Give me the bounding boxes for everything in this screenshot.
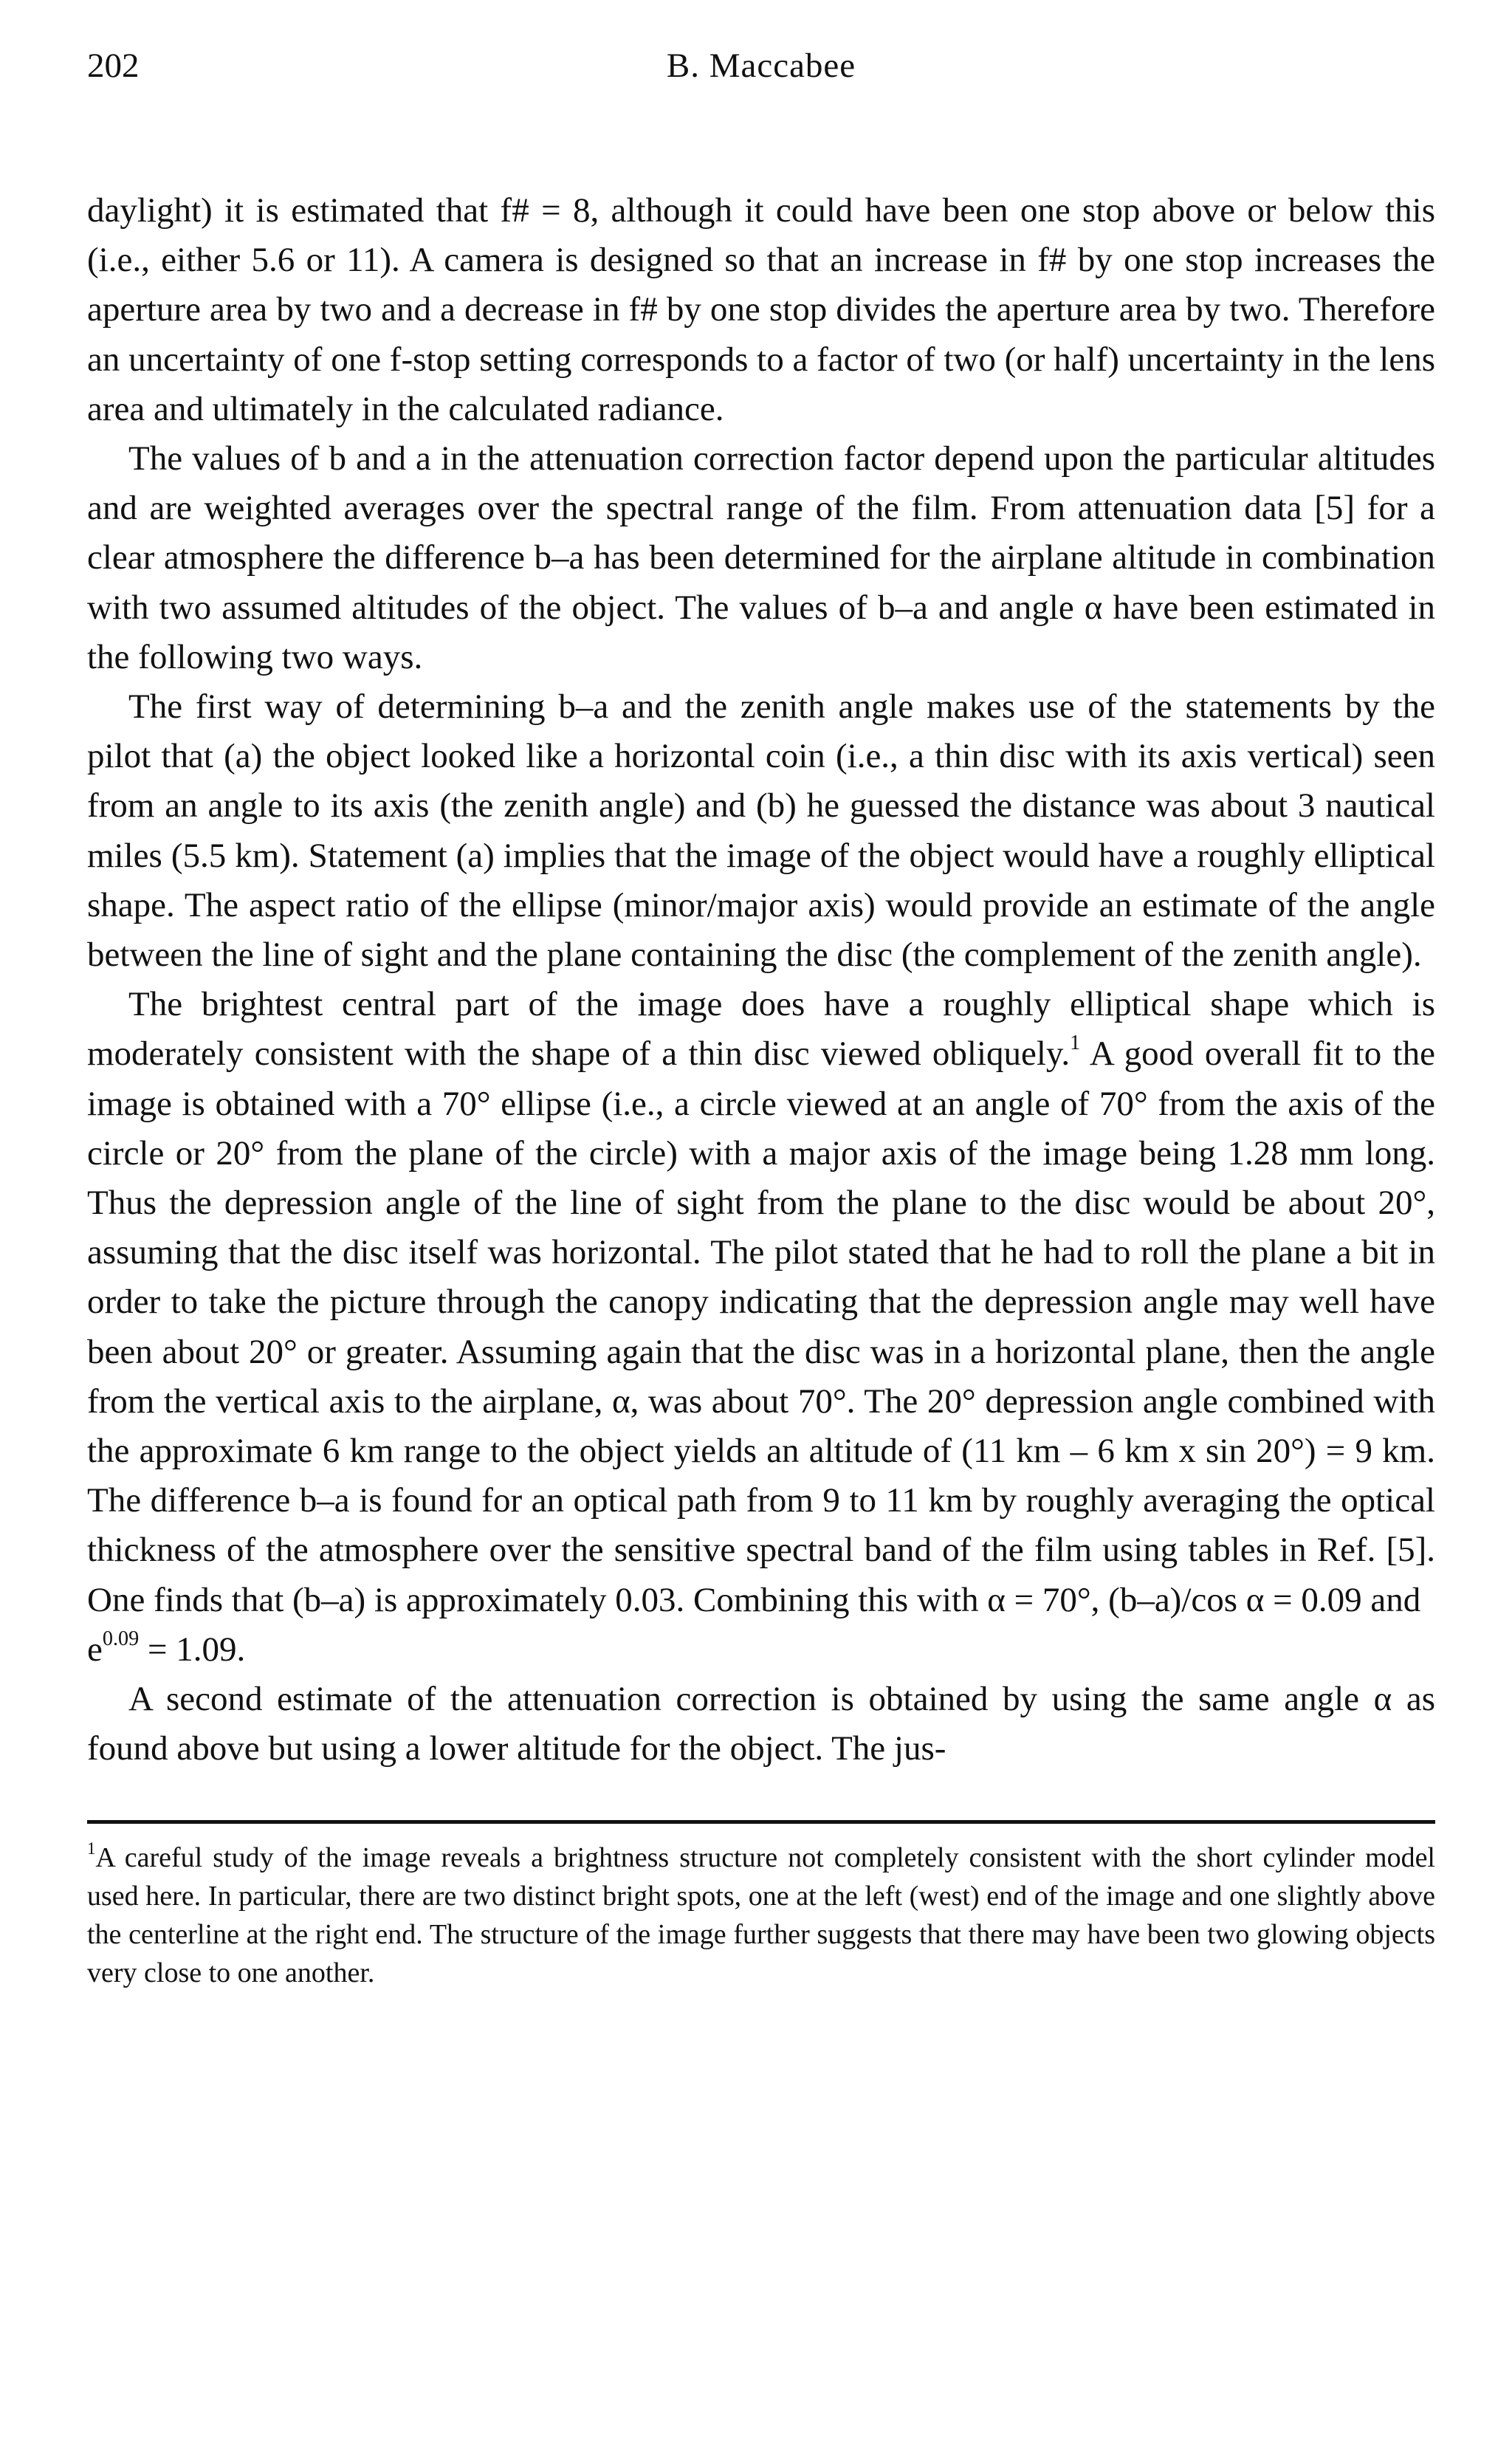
paragraph-4 xyxy=(87,980,1435,1675)
footnote-text: A careful study of the image reveals a brightness structure not completely consistent with the short cylinder model used here. In particular, there are two distinct bright spots, one at the left (west) end of the image and one slightly above the centerline at the right end. The structure of the image further suggests that there may have been two glowing objects very close to one another. xyxy=(87,1841,1435,1988)
page xyxy=(87,43,1435,1992)
paragraph-1: daylight) it is estimated that f# = 8, although it could have been one stop above or below this (i.e., either 5.6 or 11). A camera is designed so that an increase in f# by one stop increases the aperture area by two and a decrease in f# by one stop divides the aperture area by two. Therefore an uncertainty of one f-stop setting corresponds to a factor of two (or half) uncertainty in the lens area and ultimately in the calculated radiance. xyxy=(87,191,1435,428)
paragraph-5: A second estimate of the attenuation correction is obtained by using the same angle α as found above but using a lower altitude for the object. The jus- xyxy=(87,1680,1435,1768)
running-head: B. Maccabee xyxy=(666,47,856,85)
paragraph-3: The first way of determining b–a and the zenith angle makes use of the statements by the pilot that (a) the object looked like a horizontal coin (i.e., a thin disc with its axis vertical) seen from an angle to its axis (the zenith angle) and (b) he guessed the distance was about 3 nautical miles (5.5 km). Statement (a) implies that the image of the object would have a roughly elliptical shape. The aspect ratio of the ellipse (minor/major axis) would provide an estimate of the angle between the line of sight and the plane containing the disc (the complement of the zenith angle). xyxy=(87,687,1435,975)
exp-power: 0.09 xyxy=(102,1627,140,1650)
paragraph-4-body: A good overall fit to the image is obtained with a 70° ellipse (i.e., a circle viewed at an angle of 70° from the axis of the circle or 20° from the plane of the circle) with a major axis of the image being 1.28 mm long. Thus the depression angle of the line of sight from the plane to the disc would be about 20°, assuming that the disc itself was horizontal. The pilot stated that he had to roll the plane a bit in order to take the picture through the canopy indicating that the depression angle may well have been about 20° or greater. Assuming again that the disc was in a horizontal plane, then the angle from the vertical axis to the airplane, α, was about 70°. The 20° depression angle combined with the approximate 6 km range to the object yields an altitude of (11 km – 6 km x sin 20°) = 9 km. The difference b–a is found for an optical path from 9 to 11 km by roughly averaging the optical thickness of the atmosphere over the sensitive spectral band of the film using tables in Ref. [5]. One finds that (b–a) is approximately 0.03. Combining this with α = 70°, (b–a)/cos α = 0.09 and xyxy=(87,1034,1435,1619)
footnote-marker: 1 xyxy=(87,1839,96,1858)
footnote-reference: 1 xyxy=(1070,1032,1081,1055)
body-text xyxy=(87,186,1435,1774)
exp-result: = 1.09. xyxy=(147,1630,246,1669)
page-header xyxy=(87,43,1435,89)
paragraph-2: The values of b and a in the attenuation correction factor depend upon the particular altitudes and are weighted averages over the spectral range of the film. From attenuation data [5] for a clear atmosphere the difference b–a has been determined for the airplane altitude in combination with two assumed altitudes of the object. The values of b–a and angle α have been estimated in the following two ways. xyxy=(87,439,1435,676)
footnote-divider xyxy=(87,1820,1435,1824)
page-number: 202 xyxy=(87,47,140,85)
exp-base: e xyxy=(87,1630,103,1669)
footnote xyxy=(87,1839,1435,1992)
paragraph-4-lead: The brightest central part of the image does have a roughly elliptical shape which is moderately consistent with the shape of a thin disc viewed obliquely. xyxy=(87,985,1435,1074)
